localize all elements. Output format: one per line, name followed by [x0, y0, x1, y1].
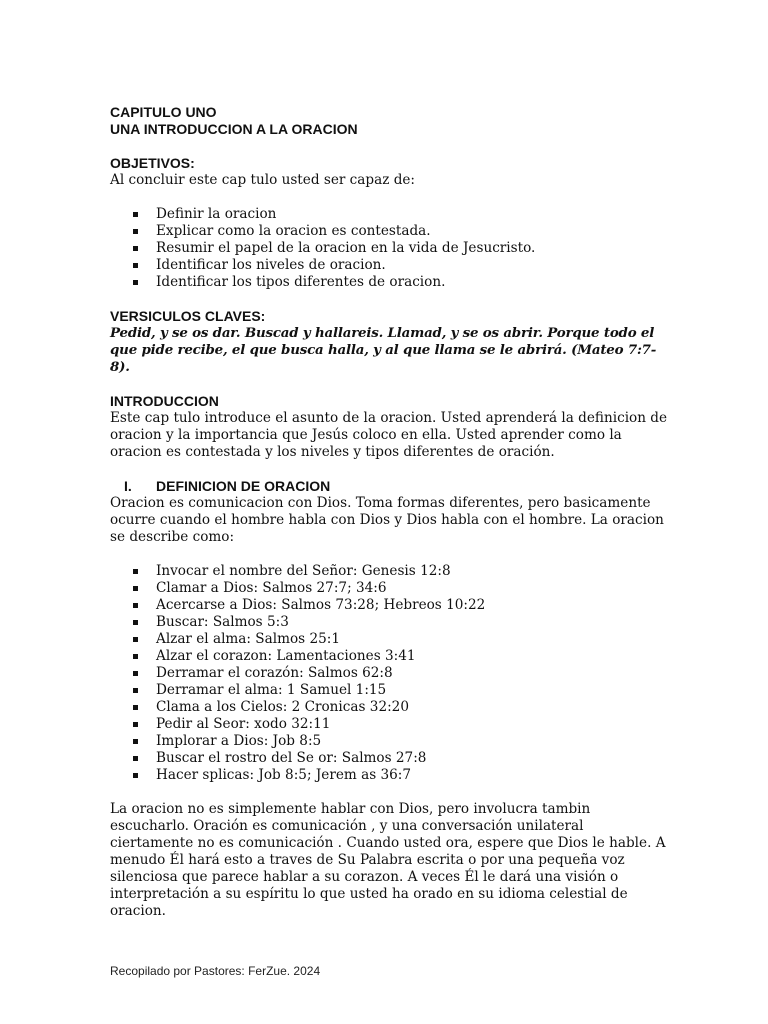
key-verses-text: Pedid, y se os dar. Buscad y hallareis. Llamad, y se os abrir. Porque todo el que pide recibe, el que busca halla, y al que llama se le abrirá. (Mateo 7:7-8).: [110, 325, 657, 375]
bullet-icon: [133, 688, 138, 693]
section-title: DEFINICION DE ORACION: [156, 478, 331, 494]
bullet-icon: [133, 671, 138, 676]
bullet-icon: [133, 637, 138, 642]
bullet-icon: [133, 229, 138, 234]
list-item: Definir la oracion: [110, 206, 670, 223]
introduction-text: Este cap tulo introduce el asunto de la oracion. Usted aprenderá la definicion de oracion y la importancia que Jesús coloco en ella. Usted aprender como la oracion es contestada y los niveles y tipos diferentes de oración.: [110, 410, 668, 460]
bullet-icon: [133, 705, 138, 710]
list-item: Invocar el nombre del Señor: Genesis 12:8: [110, 563, 670, 580]
prayer-forms-list: [110, 563, 670, 784]
bullet-icon: [133, 263, 138, 268]
key-verses-heading: VERSICULOS CLAVES:: [110, 308, 266, 324]
bullet-icon: [133, 722, 138, 727]
list-item: Identificar los niveles de oracion.: [110, 257, 670, 274]
bullet-icon: [133, 246, 138, 251]
bullet-icon: [133, 569, 138, 574]
page-footer: Recopilado por Pastores: FerZue. 2024: [110, 964, 321, 978]
closing-paragraph: La oracion no es simplemente hablar con Dios, pero involucra tambin escucharlo. Oración es comunicación , y una conversación unilateral ciertamente no es comunicación . Cuando usted ora, espere que Dios le hable. A menudo Él hará esto a traves de Su Palabra escrita o por una pequeña voz silenciosa que parece hablar a su corazon. A veces Él le dará una visión o interpretación a su espíritu lo que usted ha orado en su idioma celestial de oracion.: [110, 801, 666, 919]
list-item: Implorar a Dios: Job 8:5: [110, 733, 670, 750]
list-item: Identificar los tipos diferentes de oracion.: [110, 274, 670, 291]
bullet-icon: [133, 773, 138, 778]
section-heading: [110, 478, 670, 495]
objectives-list: [110, 206, 670, 291]
list-item: Clamar a Dios: Salmos 27:7; 34:6: [110, 580, 670, 597]
list-item: Hacer splicas: Job 8:5; Jerem as 36:7: [110, 767, 670, 784]
bullet-icon: [133, 739, 138, 744]
list-item: Acercarse a Dios: Salmos 73:28; Hebreos 10:22: [110, 597, 670, 614]
list-item: Alzar el alma: Salmos 25:1: [110, 631, 670, 648]
bullet-icon: [133, 212, 138, 217]
list-item: Resumir el papel de la oracion en la vida de Jesucristo.: [110, 240, 670, 257]
list-item: Derramar el alma: 1 Samuel 1:15: [110, 682, 670, 699]
objectives-intro: Al concluir este cap tulo usted ser capaz de:: [110, 172, 416, 188]
bullet-icon: [133, 603, 138, 608]
bullet-icon: [133, 654, 138, 659]
list-item: Explicar como la oracion es contestada.: [110, 223, 670, 240]
bullet-icon: [133, 586, 138, 591]
bullet-icon: [133, 756, 138, 761]
document-body: [110, 104, 670, 920]
list-item: Pedir al Seor: xodo 32:11: [110, 716, 670, 733]
list-item: Alzar el corazon: Lamentaciones 3:41: [110, 648, 670, 665]
list-item: Buscar el rostro del Se or: Salmos 27:8: [110, 750, 670, 767]
bullet-icon: [133, 280, 138, 285]
section-number: I.: [124, 478, 132, 494]
introduction-heading: INTRODUCCION: [110, 393, 219, 409]
chapter-subtitle: UNA INTRODUCCION A LA ORACION: [110, 121, 358, 137]
list-item: Derramar el corazón: Salmos 62:8: [110, 665, 670, 682]
list-item: Buscar: Salmos 5:3: [110, 614, 670, 631]
section-text: Oracion es comunicacion con Dios. Toma formas diferentes, pero basicamente ocurre cuando el hombre habla con Dios y Dios habla con el hombre. La oracion se describe como:: [110, 495, 664, 545]
objectives-heading: OBJETIVOS:: [110, 155, 195, 171]
bullet-icon: [133, 620, 138, 625]
chapter-title: CAPITULO UNO: [110, 104, 217, 120]
list-item: Clama a los Cielos: 2 Cronicas 32:20: [110, 699, 670, 716]
